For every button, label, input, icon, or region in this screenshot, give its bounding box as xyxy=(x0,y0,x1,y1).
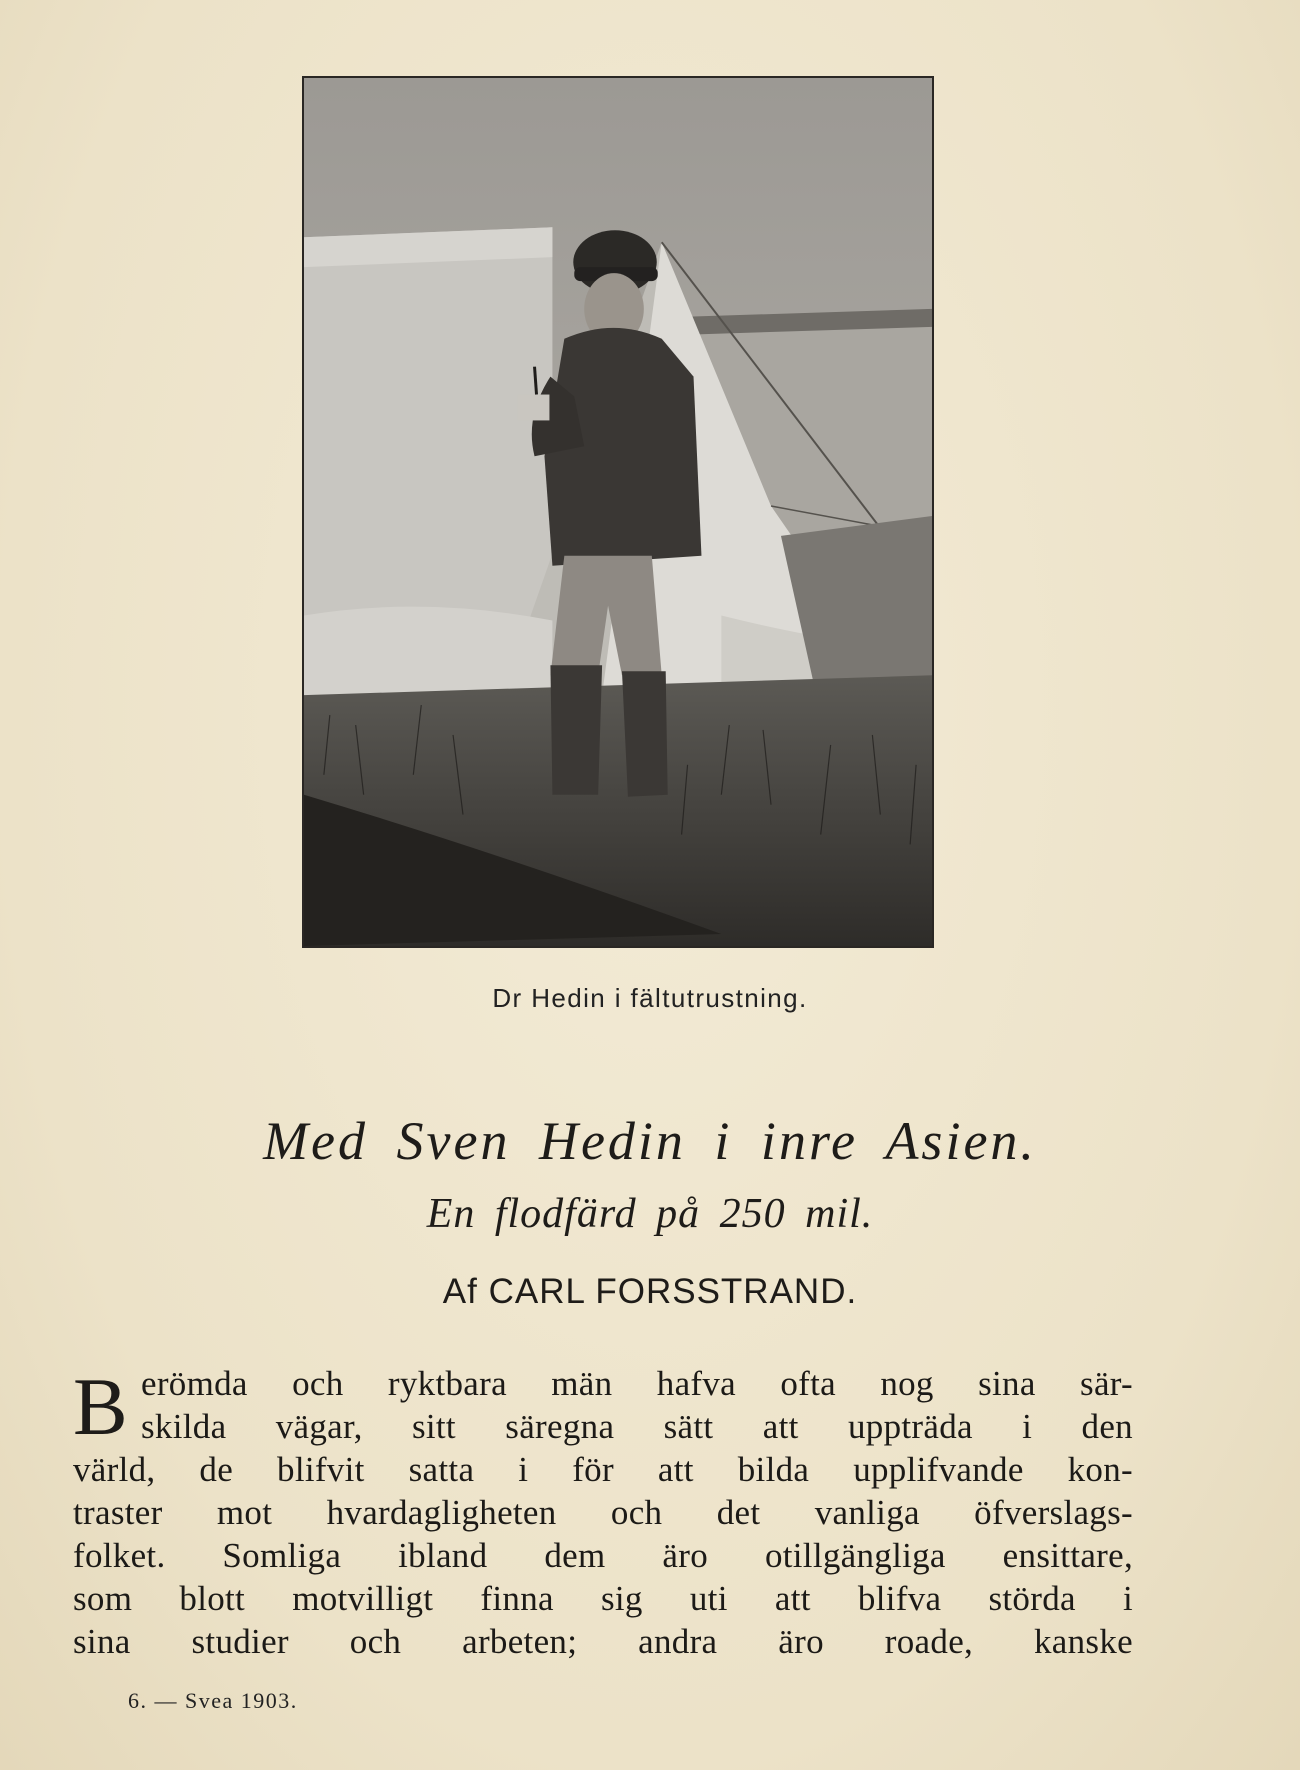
article-subtitle: En flodfärd på 250 mil. xyxy=(426,1191,874,1237)
article-byline: Af CARL FORSSTRAND. xyxy=(442,1272,858,1311)
body-line-3: värld, de blifvit satta i för att bilda upplifvande kon- xyxy=(73,1450,1133,1489)
body-line-1-text: erömda och ryktbara män hafva ofta nog sina sär- xyxy=(141,1364,1133,1403)
body-line-2: skilda vägar, sitt säregna sätt att uppträda i den xyxy=(141,1407,1133,1446)
page-footer: 6. — Svea 1903. xyxy=(128,1688,298,1713)
article-title: Med Sven Hedin i inre Asien. xyxy=(263,1111,1037,1171)
photograph-image xyxy=(304,78,932,946)
photo-caption: Dr Hedin i fältutrustning. xyxy=(492,983,808,1013)
body-line-7: sina studier och arbeten; andra äro roade, kanske xyxy=(73,1622,1133,1661)
body-line-5: folket. Somliga ibland dem äro otillgängliga ensittare, xyxy=(73,1536,1133,1575)
body-line-4: traster mot hvardagligheten och det vanliga öfverslags- xyxy=(73,1493,1133,1532)
body-line-6: som blott motvilligt finna sig uti att blifva störda i xyxy=(73,1579,1133,1618)
drop-cap: B xyxy=(73,1361,128,1452)
article-body xyxy=(73,1362,1133,1663)
photograph xyxy=(302,76,934,948)
